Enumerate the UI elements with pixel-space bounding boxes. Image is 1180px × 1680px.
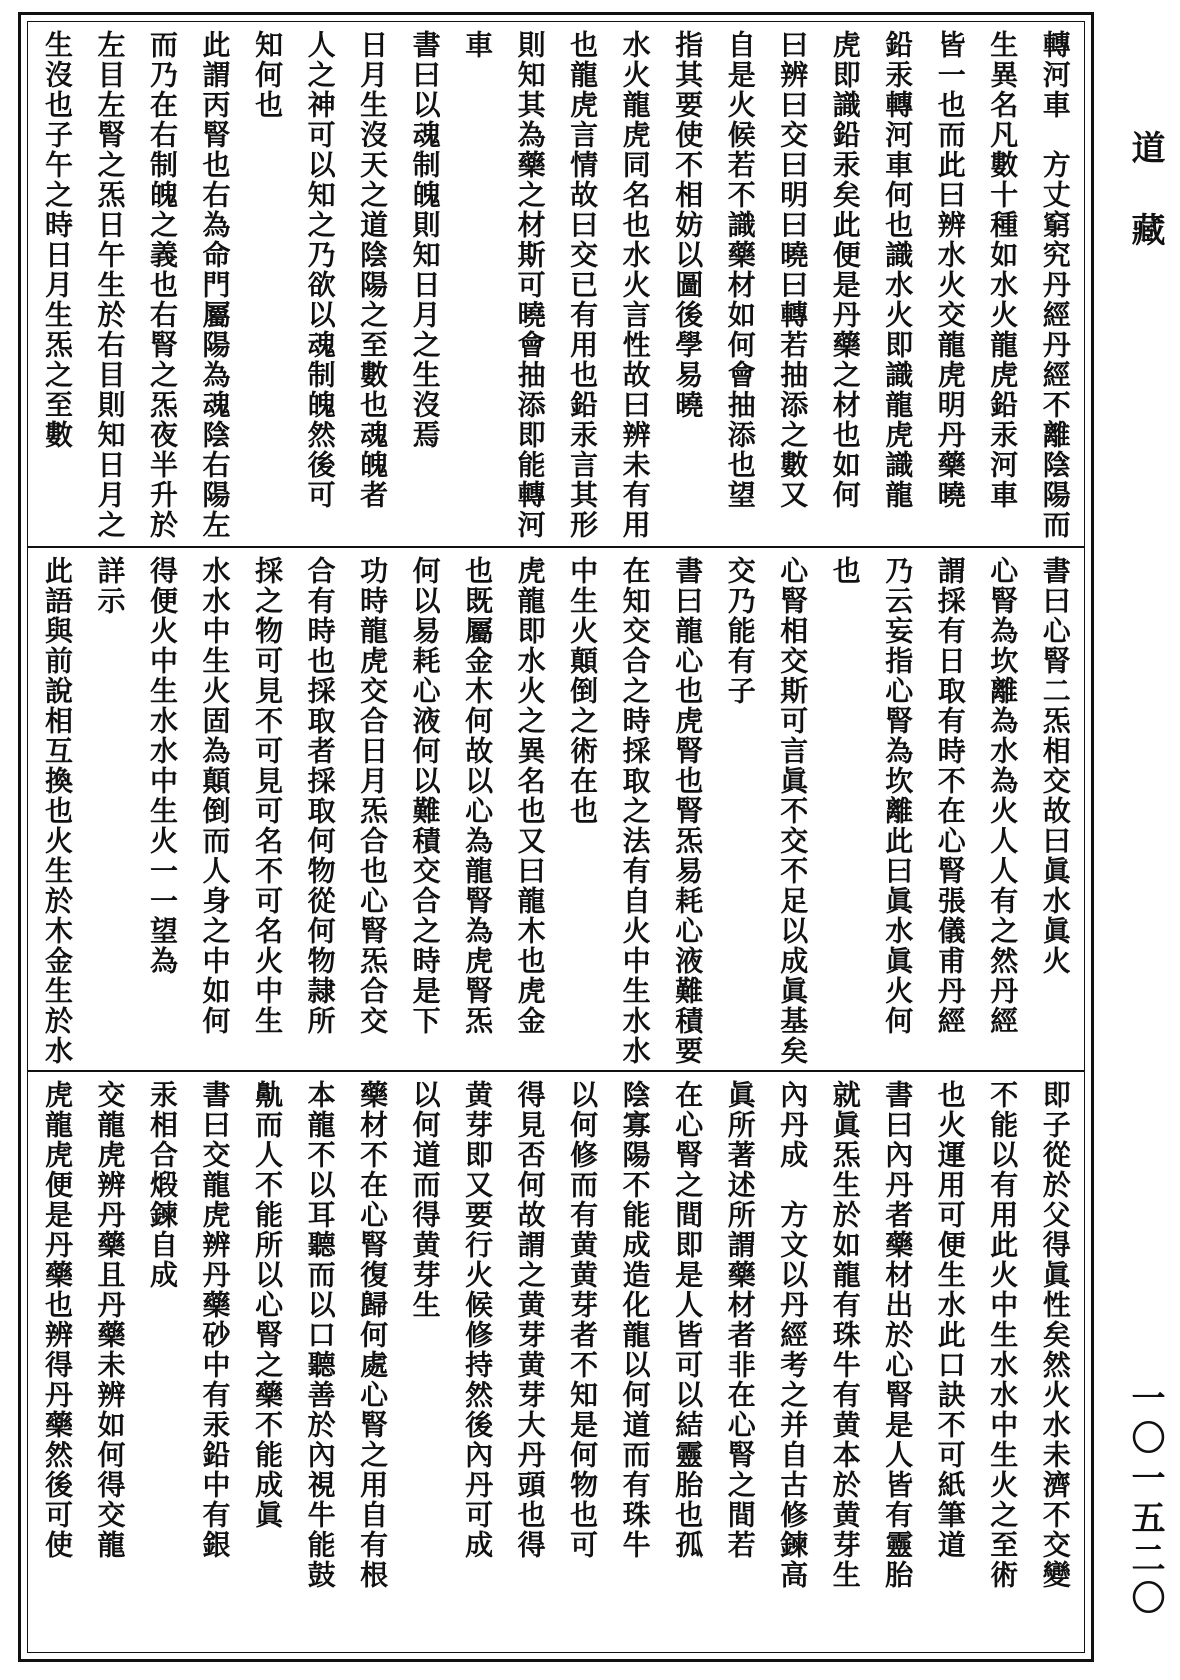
text-column: 人之神可以知之乃欲以魂制魄然後可 <box>303 30 337 510</box>
text-columns <box>38 548 1074 1072</box>
text-column: 水火龍虎同名也水火言性故曰辨未有用 <box>618 30 652 540</box>
text-column: 虎即識鉛汞矣此便是丹藥之材也如何 <box>828 30 862 510</box>
text-column: 轉河車 方丈窮究丹經丹經不離陰陽而 <box>1038 30 1072 540</box>
text-column: 自是火候若不識藥材如何會抽添也望 <box>723 30 757 510</box>
text-column: 虎龍虎便是丹藥也辨得丹藥然後可使 <box>41 1080 74 1560</box>
text-column: 眞所著述所謂藥材者非在心腎之間若 <box>723 1080 757 1560</box>
text-column: 也龍虎言情故曰交已有用也鉛汞言其形 <box>566 30 600 540</box>
text-column: 交龍虎辨丹藥且丹藥未辨如何得交龍 <box>93 1080 127 1560</box>
text-column: 乃云妄指心腎為坎離此曰眞水眞火何 <box>881 556 915 1036</box>
text-band-bottom <box>28 1070 1084 1660</box>
text-column: 心腎為坎離為水為火人人有之然丹經 <box>986 556 1020 1036</box>
text-column: 知何也 <box>251 30 285 120</box>
text-column: 此語與前說相互換也火生於木金生於水 <box>41 556 74 1066</box>
text-column: 也既屬金木何故以心為龍腎為虎腎炁 <box>461 556 495 1036</box>
text-column: 鉛汞轉河車何也識水火即識龍虎識龍 <box>881 30 915 510</box>
text-column: 汞相合煅鍊自成 <box>146 1080 180 1290</box>
text-column: 在知交合之時採取之法有自火中生水水 <box>618 556 652 1066</box>
text-column: 不能以有用此火中生水水中生火之至術 <box>986 1080 1020 1590</box>
text-column: 藥材不在心腎復歸何處心腎之用自有根 <box>356 1080 390 1590</box>
text-column: 書曰以魂制魄則知日月之生沒焉 <box>408 30 442 450</box>
text-column: 也火運用可便生水此口訣不可紙筆道 <box>933 1080 967 1560</box>
text-columns <box>38 22 1074 546</box>
page-number: 一〇一五二〇 <box>1125 1380 1165 1620</box>
text-column: 心腎相交斯可言眞不交不足以成眞基矣 <box>776 556 810 1066</box>
text-column: 也 <box>828 556 862 586</box>
text-column: 皆一也而此曰辨水火交龍虎明丹藥曉 <box>933 30 967 510</box>
text-column: 鼽而人不能所以心腎之藥不能成眞 <box>251 1080 285 1530</box>
text-column: 虎龍即水火之異名也又曰龍木也虎金 <box>513 556 547 1036</box>
text-column: 以何修而有黄黄芽者不知是何物也可 <box>566 1080 600 1560</box>
text-column: 指其要使不相妨以圖後學易曉 <box>671 30 705 420</box>
text-column: 得見否何故謂之黄芽黄芽大丹頭也得 <box>513 1080 547 1560</box>
text-column: 生異名凡數十種如水火龍虎鉛汞河車 <box>986 30 1020 510</box>
text-column: 採之物可見不可見可名不可名火中生 <box>251 556 285 1036</box>
text-column: 謂採有日取有時不在心腎張儀甫丹經 <box>933 556 967 1036</box>
text-band-middle <box>28 546 1084 1072</box>
text-column: 左目左腎之炁日午生於右目則知日月之 <box>93 30 127 540</box>
text-column: 日月生沒天之道陰陽之至數也魂魄者 <box>356 30 390 510</box>
text-column: 書曰龍心也虎腎也腎炁易耗心液難積要 <box>671 556 705 1066</box>
text-column: 書曰心腎二炁相交故曰眞水眞火 <box>1038 556 1072 976</box>
text-column: 功時龍虎交合日月炁合也心腎炁合交 <box>356 556 390 1036</box>
text-column: 得便火中生水水中生火一一望為 <box>146 556 180 976</box>
text-column: 而乃在右制魄之義也右腎之炁夜半升於 <box>146 30 180 540</box>
text-column: 本龍不以耳聽而以口聽善於內視牛能鼓 <box>303 1080 337 1590</box>
text-column: 合有時也採取者採取何物從何物隷所 <box>303 556 337 1036</box>
text-column: 生沒也子午之時日月生炁之至數 <box>41 30 74 450</box>
text-column: 在心腎之間即是人皆可以結靈胎也孤 <box>671 1080 705 1560</box>
text-column: 水水中生火固為顛倒而人身之中如何 <box>198 556 232 1036</box>
text-column: 就眞炁生於如龍有珠牛有黄本於黄芽生 <box>828 1080 862 1590</box>
page-border <box>18 12 1094 1662</box>
text-column: 詳示 <box>93 556 127 616</box>
text-column: 中生火顛倒之術在也 <box>566 556 600 826</box>
text-column: 交乃能有子 <box>723 556 757 706</box>
text-columns <box>38 1072 1074 1660</box>
text-column: 以何道而得黄芽生 <box>408 1080 442 1320</box>
text-column: 書曰內丹者藥材出於心腎是人皆有靈胎 <box>881 1080 915 1590</box>
text-column: 則知其為藥之材斯可曉會抽添即能轉河 <box>513 30 547 540</box>
text-column: 內丹成 方文以丹經考之并自古修鍊高 <box>776 1080 810 1590</box>
text-column: 即子從於父得眞性矣然火水未濟不交變 <box>1038 1080 1072 1590</box>
text-column: 此謂丙腎也右為命門屬陽為魂陰右陽左 <box>198 30 232 540</box>
text-column: 車 <box>461 30 495 60</box>
text-band-top <box>28 22 1084 546</box>
text-column: 陰寡陽不能成造化龍以何道而有珠牛 <box>618 1080 652 1560</box>
canon-title: 道 藏 <box>1125 130 1165 264</box>
text-column: 何以易耗心液何以難積交合之時是下 <box>408 556 442 1036</box>
text-column: 書曰交龍虎辨丹藥砂中有汞鉛中有銀 <box>198 1080 232 1560</box>
text-column: 黄芽即又要行火候修持然後內丹可成 <box>461 1080 495 1560</box>
text-column: 曰辨曰交曰明曰曉曰轉若抽添之數又 <box>776 30 810 510</box>
page-inner-border <box>27 21 1085 1653</box>
